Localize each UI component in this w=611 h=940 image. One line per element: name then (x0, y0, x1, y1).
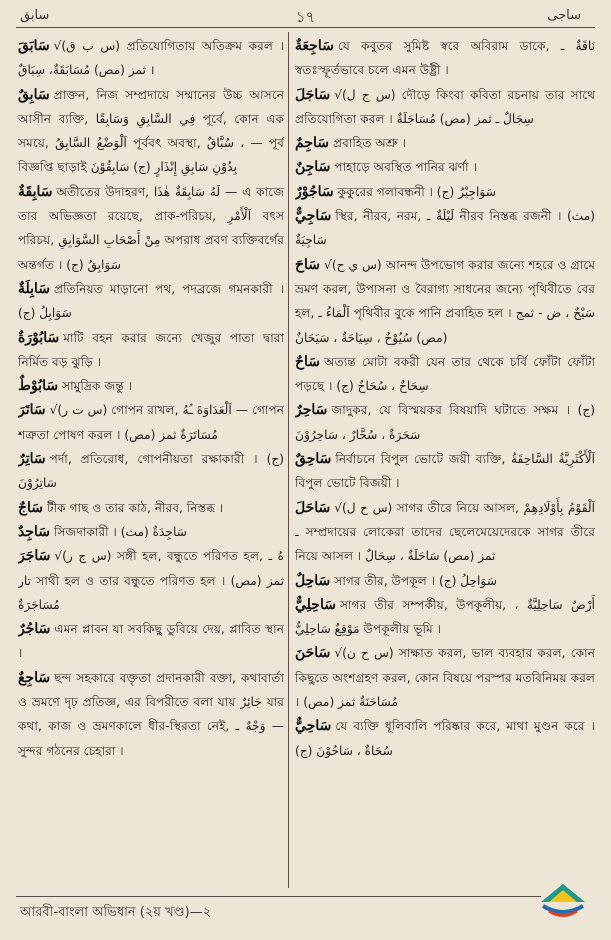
dictionary-entry (295, 714, 595, 763)
entry-definition: সিজদাকারী । (مث) سَاجِدَةٌ (54, 524, 187, 539)
dictionary-entry (18, 180, 284, 277)
entry-headword: سَاجُوْرٌ (295, 183, 334, 200)
entry-definition: অতীতের উদাহরণ, لَهُ سَابِقَةٌ هٰذَا — এ কাজে তার অভিজ্ঞতা রয়েছে, প্রাক-পরিচয়, اَلْأَمْرِ বৎস পরিচয়, مِنْ أَصْحَابِ السَّوَابِقِ অপরাধ প্রবণ ব্যক্তিবর্গের অন্তর্গত । (ج) سَوَابِقُ (18, 184, 284, 272)
entry-definition: প্রাক্তন, নিজ সম্প্রদায়ে সম্মানের উচ্চ আসনে আসীন ব্যক্তি, فِي السَّابِقِ وَسَابِقًا পূর্বে, কোন এক সময়ে, اَلْوَضْعُ السَّابِقُ পূর্ববৎ অবস্থা, سُبَّاقٌ ، — পূর্ব বিজ্ঞপ্তি ছাড়াই بِدُوْنِ سَابِقِ إِنْذَارٍ (ج) سَابِقُوْنَ (18, 87, 284, 175)
dictionary-entry (295, 398, 595, 447)
entry-definition: √(س ج ر) সঙ্গী হল, বন্ধুতে পরিণত হল, هُ ـ تار সাথী হল ও তার বন্ধুতে পরিণত হল । ثمز (مص) مُسَاجَرَةٌ (18, 549, 284, 612)
dictionary-entry (18, 520, 284, 544)
entry-definition: জাদুকর, যে বিস্ময়কর বিষয়াদি ঘটাতে সক্ষম । (ج) سَحَرَةٌ ، سُحَّارٌ ، سَاحِرُوْنَ (295, 403, 595, 442)
entry-headword: سَاجِعٌ (18, 669, 51, 686)
entry-headword: سَاحَ (295, 256, 321, 273)
entry-definition: নির্বাচনে বিপুল ভোটে জয়ী ব্যক্তি, اَلْأَكْثَرِيَّةُ السَّاحِقَةُ বিপুল ভোটে বিজয়ী । (295, 452, 595, 491)
entry-headword: سَاحِقٌ (295, 451, 332, 468)
page-number: ১৭ (295, 8, 316, 26)
footer-rule (16, 896, 541, 897)
header-right-guideword: ساجی (547, 8, 581, 23)
dictionary-entry (295, 569, 595, 593)
entry-definition: √(س ح ل) সাগর তীরে নিয়ে আসল, اَلْقَوْمُ بِأَوْلَادِهِمْ ـ সম্প্রদায়ের লোকেরা তাদের ছেলেমেয়েদেরকে সাগর তীরে নিয়ে আসল । ثمز (مص) سَاحَلَةٌ ، سِحَالٌ (295, 500, 595, 564)
header-rule (16, 27, 595, 28)
entry-definition: পর্দা, প্রতিরোধ, গোপনীয়তা রক্ষাকারী । (ج) سَاتِرُوْنَ (18, 452, 284, 491)
dictionary-entry (18, 326, 284, 375)
entry-definition: পাহাড়ে অবস্থিত পানির ঝর্ণা । (334, 160, 477, 175)
entry-definition: সামুদ্রিক জন্তু । (62, 379, 132, 394)
entry-definition: প্রবাহিত অশ্রু । (332, 136, 407, 151)
header-left-guideword: سابق (20, 8, 50, 23)
dictionary-entry (295, 593, 595, 642)
entry-headword: سَابَقَ (18, 38, 50, 54)
dictionary-entry (18, 447, 284, 496)
entry-headword: سَاحِرٌ (295, 402, 328, 419)
dictionary-entry (295, 34, 595, 83)
dictionary-entry (295, 350, 595, 399)
left-column (18, 34, 284, 884)
dictionary-entry (295, 641, 595, 714)
entry-definition: সাগর তীর সম্পর্কীয়, উপকূলীয়, أَرْضٌ سَاحِلِيَّةٌ ، مَوْقِعٌ سَاحِلِيٌّ উপকূলীয় ভূমি । (295, 597, 595, 637)
entry-headword: سَابُوْرَةٌ (18, 329, 60, 346)
entry-definition: √(س ت ر) গোপন রাখল, اَلْعَدَاوَةَ ـُهُ — গোপন শত্রুতা পোষণ করল । (مص) مُسَاتَرَةٌ ثمز (18, 403, 284, 442)
entry-definition: যে কবুতর সুমিষ্ট স্বরে অবিরাম ডাকে, نَاقَةٌ ـ স্বতঃস্ফূর্তভাবে চলে এমন উষ্ট্রী । (295, 39, 595, 78)
dictionary-entry (18, 83, 284, 180)
entry-headword: سَاجَرَ (18, 548, 51, 565)
entry-headword: سَاحَنَ (295, 645, 331, 662)
footer-title: আরবী-বাংলা অভিধান (২য় খণ্ড)—২ (20, 905, 212, 920)
entry-headword: سَاحِلٌ (295, 572, 331, 589)
entry-headword: سَاحِيٌّ (295, 718, 332, 735)
dictionary-entry (18, 398, 284, 447)
entry-headword: سَاجِعَةٌ (295, 38, 334, 54)
dictionary-entry (18, 544, 284, 617)
entry-headword: سَاحِلِيٌّ (295, 596, 336, 613)
entry-headword: سَاجِيٌّ (295, 208, 332, 225)
publisher-logo-icon (537, 880, 589, 920)
dictionary-entry (295, 180, 595, 204)
entry-definition: ছন্দ সহকারে বক্তৃতা প্রদানকারী বক্তা, কথাবার্তা ও ভ্রমণে দৃঢ় প্রতিজ্ঞ, এর বিপরীতে বলা যায় جَائِرٌ যার কথা, কাজ ও ভ্রমণকালে ধীর-স্থিরতা নেই, وَجْهٌ ـ — সুন্দর গঠনের চেহারা । (18, 670, 284, 758)
entry-headword: سَاجُرٌ (18, 621, 51, 638)
dictionary-entry (295, 131, 595, 155)
entry-headword: سَابِقٌ (18, 86, 50, 103)
entry-definition: √(س ب ق) প্রতিযোগিতায় অতিক্রম করল । ثمز (مص) مُسَابَقَةٌ، سِبَاقٌ । (18, 39, 284, 78)
dictionary-entry (18, 34, 284, 83)
dictionary-entry (295, 253, 595, 350)
entry-definition: অত্যন্ত মোটা বকরী যেন তার থেকে চর্বি ফোঁটা ফোঁটা পড়ছে । (ج) سِحَاحٌ ، سُحَاحٌ (295, 354, 595, 394)
entry-definition: কুকুরের গলাবন্ধনী । (ج) سَوَاجِيْرُ (337, 184, 496, 199)
entry-definition: সাগর তীর, উপকূল । (ج) سَوَاحِلُ (334, 573, 497, 588)
entry-headword: سَابُوْطٌ (18, 378, 59, 395)
dictionary-entry (18, 617, 284, 666)
entry-headword: سَاجٌ (18, 499, 44, 516)
entry-headword: سَاجِدٌ (18, 523, 50, 540)
dictionary-entry (18, 666, 284, 763)
entry-headword: سَابِلَةٌ (18, 280, 51, 297)
entry-headword: سَاتَرَ (18, 402, 46, 419)
entry-headword: سَابِقَةٌ (18, 183, 53, 200)
entry-headword: سَاحٌ (295, 353, 321, 370)
entry-definition: এমন প্লাবন যা সবকিছু ডুবিয়ে দেয়, প্লাবিত স্থান । (18, 622, 284, 661)
entry-headword: سَاجِنٌ (295, 159, 331, 176)
dictionary-entry (295, 496, 595, 569)
entry-definition: স্থির, নীরব, নরম, لَيْلَةٌ ـ নীরব নিস্তব্ধ রজনী । (مث) سَاجِيَةٌ (295, 209, 595, 248)
dictionary-entry (18, 277, 284, 326)
dictionary-entry (18, 496, 284, 520)
dictionary-entry (18, 374, 284, 398)
entry-headword: سَاجِمٌ (295, 135, 329, 152)
dictionary-entry (295, 83, 595, 132)
dictionary-entry (295, 447, 595, 496)
dictionary-entry (295, 204, 595, 253)
entry-headword: سَاجَلَ (295, 86, 331, 103)
right-column (295, 34, 595, 884)
entry-definition: √(س ح ن) সাক্ষাত করল, ভাল ব্যবহার করল, কোন কিছুতে অংশগ্রহণ করল, কোন বিষয়ে পরস্পর মতবিনিময় করল । مُسَاحَنَةٌ ثمز (مص) (295, 646, 595, 710)
entry-headword: سَاتِرٌ (18, 451, 46, 468)
column-separator (288, 32, 289, 888)
entry-definition: প্রতিনিয়ত মাড়ানো পথ, পদব্রজে গমনকারী । (ج) سَوَابِلُ (18, 281, 284, 321)
entry-definition: √(س ج ل) দৌড়ে কিংবা কবিতা রচনায় তার সাথে প্রতিযোগিতা করল । سِجَالٌ ـ ثمز (مص) مُسَاجَلَةٌ (295, 87, 595, 126)
dictionary-entry (295, 155, 595, 179)
entry-headword: سَاحَلَ (295, 499, 331, 516)
entry-definition: যে ব্যক্তি ধূলিবালি পরিষ্কার করে, মাথা মুণ্ডন করে । (ج) سُحَاةٌ ، سَاحُوْنَ (295, 719, 595, 758)
entry-definition: টীক গাছ ও তার কাঠ, নীরব, নিস্তব্ধ । (47, 500, 224, 515)
entry-definition: মাটি বহন করার জন্যে খেজুর পাতা দ্বারা নির্মিত বড় ঝুড়ি । (18, 330, 284, 369)
entry-definition: √(س ي ح) আনন্দ উপভোগ করার জন্যে শহরে ও গ্রামে ভ্রমণ করল, উপাসনা ও বৈরাগ্য সাধনের জন্যে পৃথিবীতে বের হল, اَلْمَاءُ ـ পৃথিবীর বুকে পানি প্রবাহিত হল । سَيْحٌ ، ض - ثمج (مص) سُيُوْحٌ ، سِيَاحَةٌ ، سَيَحَانٌ (295, 257, 595, 345)
